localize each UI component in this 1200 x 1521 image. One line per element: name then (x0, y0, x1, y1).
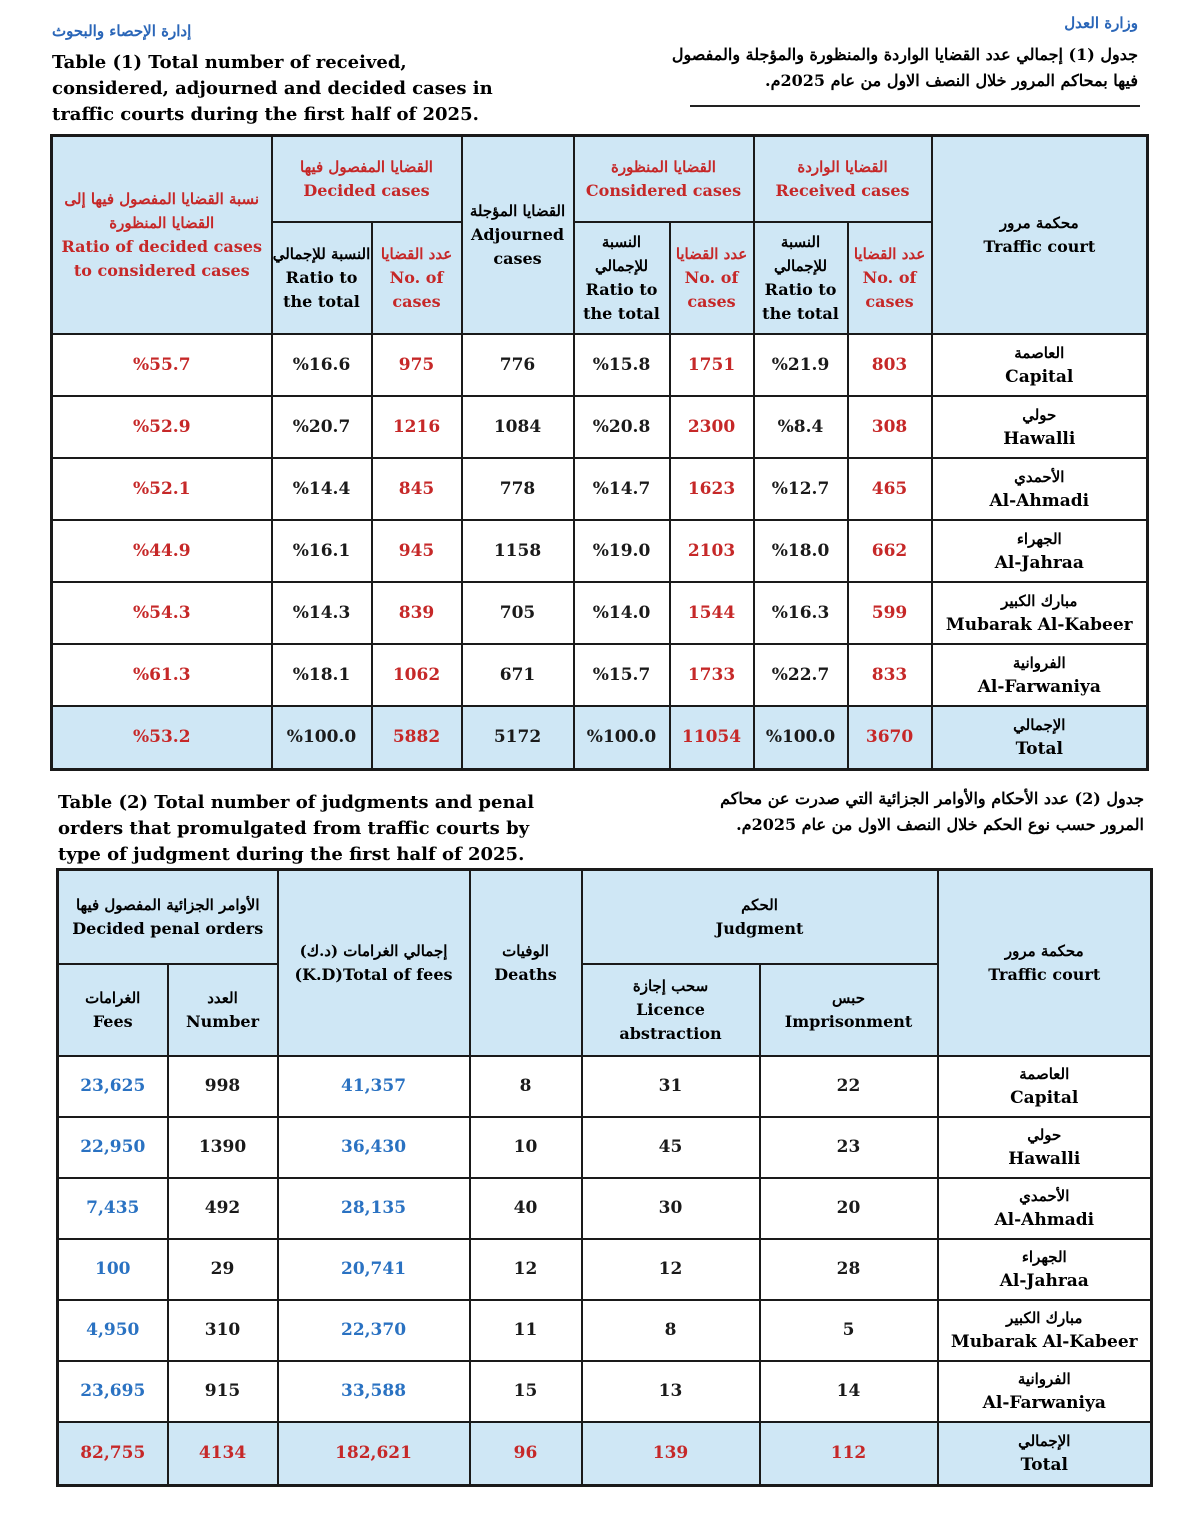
decided-num-cell: 839 (372, 582, 462, 644)
table-row (58, 1300, 1152, 1361)
decided-pct-cell: %14.4 (272, 458, 372, 520)
court-name-ar: العاصمة (1014, 343, 1065, 362)
received-num-cell: 662 (848, 520, 932, 582)
table-row (52, 520, 1148, 582)
court-name (938, 1178, 1152, 1239)
received-num-cell: 599 (848, 582, 932, 644)
decided-num-cell: 5882 (372, 706, 462, 770)
imprisonment-cell: 23 (760, 1117, 938, 1178)
number-cell: 492 (168, 1178, 278, 1239)
court-name-en: Al-Ahmadi (989, 490, 1090, 511)
considered-num-cell: 11054 (670, 706, 754, 770)
court-name-en: Hawalli (1008, 1149, 1081, 1169)
decided-pct-cell: %20.7 (272, 396, 372, 458)
table-row (52, 644, 1148, 706)
header-court: محكمة مرور Traffic court (932, 136, 1148, 334)
number-cell: 310 (168, 1300, 278, 1361)
number-cell: 29 (168, 1239, 278, 1300)
table-row (52, 582, 1148, 644)
court-name (938, 1239, 1152, 1300)
table-row (58, 1361, 1152, 1422)
fees-cell: 4,950 (58, 1300, 168, 1361)
deaths-cell: 8 (470, 1056, 582, 1117)
received-num-cell: 3670 (848, 706, 932, 770)
received-pct-cell: %8.4 (754, 396, 848, 458)
ratio-cell: %44.9 (52, 520, 272, 582)
total-fees-cell: 28,135 (278, 1178, 470, 1239)
imprisonment-cell: 112 (760, 1422, 938, 1486)
considered-num-cell: 1623 (670, 458, 754, 520)
total-fees-cell: 41,357 (278, 1056, 470, 1117)
court-name (938, 1361, 1152, 1422)
deaths-cell: 10 (470, 1117, 582, 1178)
header-imprisonment: حبس Imprisonment (760, 964, 938, 1056)
total-fees-cell: 182,621 (278, 1422, 470, 1486)
licence-cell: 13 (582, 1361, 760, 1422)
court-name-en: Hawalli (1003, 428, 1076, 449)
total-fees-cell: 36,430 (278, 1117, 470, 1178)
licence-cell: 31 (582, 1056, 760, 1117)
received-pct-cell: %100.0 (754, 706, 848, 770)
court-name-en: Capital (1010, 1088, 1079, 1108)
ratio-cell: %52.9 (52, 396, 272, 458)
adjourned-cell: 705 (462, 582, 574, 644)
fees-cell: 82,755 (58, 1422, 168, 1486)
adjourned-cell: 671 (462, 644, 574, 706)
considered-pct-cell: %15.8 (574, 334, 670, 396)
ratio-cell: %61.3 (52, 644, 272, 706)
imprisonment-cell: 5 (760, 1300, 938, 1361)
fees-cell: 23,625 (58, 1056, 168, 1117)
received-num-cell: 833 (848, 644, 932, 706)
court-name-ar: مبارك الكبير (1001, 591, 1078, 610)
fees-cell: 23,695 (58, 1361, 168, 1422)
court-name (932, 396, 1148, 458)
considered-pct-cell: %20.8 (574, 396, 670, 458)
considered-num-cell: 1544 (670, 582, 754, 644)
court-name-en: Mubarak Al-Kabeer (950, 1332, 1138, 1352)
considered-pct-cell: %14.7 (574, 458, 670, 520)
court-name (932, 582, 1148, 644)
licence-cell: 8 (582, 1300, 760, 1361)
court-name-ar: العاصمة (1019, 1065, 1070, 1083)
received-num-cell: 308 (848, 396, 932, 458)
table-row (52, 334, 1148, 396)
court-name-ar: مبارك الكبير (1006, 1309, 1083, 1327)
adjourned-cell: 1084 (462, 396, 574, 458)
total-fees-cell: 20,741 (278, 1239, 470, 1300)
decided-pct-cell: %14.3 (272, 582, 372, 644)
court-name-en: Total (1020, 1455, 1068, 1476)
court-name-ar: الأحمدي (1014, 467, 1065, 486)
court-name-en: Al-Farwaniya (977, 676, 1101, 697)
court-name-ar: الإجمالي (1013, 716, 1066, 735)
imprisonment-cell: 20 (760, 1178, 938, 1239)
header-penal-orders: الأوامر الجزائية المفصول فيها Decided penal orders (58, 870, 278, 964)
court-name (932, 458, 1148, 520)
total-fees-cell: 33,588 (278, 1361, 470, 1422)
received-num-cell: 465 (848, 458, 932, 520)
decided-num-cell: 945 (372, 520, 462, 582)
ratio-cell: %53.2 (52, 706, 272, 770)
considered-pct-cell: %100.0 (574, 706, 670, 770)
court-name (932, 706, 1148, 770)
number-cell: 4134 (168, 1422, 278, 1486)
adjourned-cell: 776 (462, 334, 574, 396)
decided-pct-cell: %16.6 (272, 334, 372, 396)
header-considered: القضايا المنظورة Considered cases (574, 136, 754, 222)
considered-pct-cell: %14.0 (574, 582, 670, 644)
deaths-cell: 15 (470, 1361, 582, 1422)
imprisonment-cell: 22 (760, 1056, 938, 1117)
court-name-en: Al-Jahraa (999, 1271, 1089, 1291)
court-name-en: Al-Ahmadi (994, 1210, 1095, 1230)
licence-cell: 30 (582, 1178, 760, 1239)
deaths-cell: 11 (470, 1300, 582, 1361)
considered-num-cell: 1733 (670, 644, 754, 706)
court-name-ar: الفروانية (1017, 1370, 1071, 1388)
header-decided-pct: النسبة للإجمالي Ratio to the total (272, 222, 372, 334)
deaths-cell: 96 (470, 1422, 582, 1486)
court-name-ar: الإجمالي (1018, 1432, 1071, 1451)
received-num-cell: 803 (848, 334, 932, 396)
licence-cell: 139 (582, 1422, 760, 1486)
ministry-name: وزارة العدل (1064, 14, 1138, 32)
received-pct-cell: %22.7 (754, 644, 848, 706)
decided-pct-cell: %18.1 (272, 644, 372, 706)
number-cell: 915 (168, 1361, 278, 1422)
decided-num-cell: 1216 (372, 396, 462, 458)
court-name-en: Capital (1005, 366, 1074, 387)
fees-cell: 7,435 (58, 1178, 168, 1239)
header-number: العدد Number (168, 964, 278, 1056)
header-adjourned: القضايا المؤجلة Adjourned cases (462, 136, 574, 334)
table1-title-en: Table (1) Total number of received, considered, adjourned and decided cases in traffic courts during the first half of 2025. (52, 52, 493, 125)
received-pct-cell: %12.7 (754, 458, 848, 520)
decided-pct-cell: %16.1 (272, 520, 372, 582)
considered-pct-cell: %15.7 (574, 644, 670, 706)
licence-cell: 45 (582, 1117, 760, 1178)
department-name: إدارة الإحصاء والبحوث (52, 22, 192, 40)
court-name-ar: الجهراء (1021, 1248, 1067, 1266)
total-row (52, 706, 1148, 770)
court-name-en: Al-Jahraa (994, 552, 1084, 573)
adjourned-cell: 778 (462, 458, 574, 520)
court-name (938, 1056, 1152, 1117)
header-received-num: عدد القضايا No. of cases (848, 222, 932, 334)
table-row (52, 396, 1148, 458)
header-deaths: الوفيات Deaths (470, 870, 582, 1056)
number-cell: 998 (168, 1056, 278, 1117)
court-name-ar: حولي (1027, 1126, 1062, 1144)
court-name-ar: الأحمدي (1019, 1187, 1070, 1205)
table2-title-ar: جدول (2) عدد الأحكام والأوامر الجزائية التي صدرت عن محاكم المرور حسب نوع الحكم خلال النصف الاول من عام 2025م. (720, 789, 1144, 834)
table1 (50, 134, 1149, 771)
licence-cell: 12 (582, 1239, 760, 1300)
court-name-ar: حولي (1022, 405, 1057, 424)
court-name-en: Al-Farwaniya (982, 1393, 1106, 1413)
header-licence: سحب إجازة Licence abstraction (582, 964, 760, 1056)
total-fees-cell: 22,370 (278, 1300, 470, 1361)
header-judgment: الحكم Judgment (582, 870, 938, 964)
fees-cell: 100 (58, 1239, 168, 1300)
court-name (938, 1300, 1152, 1361)
considered-num-cell: 2103 (670, 520, 754, 582)
considered-num-cell: 2300 (670, 396, 754, 458)
table-row (58, 1056, 1152, 1117)
imprisonment-cell: 14 (760, 1361, 938, 1422)
table-row (58, 1178, 1152, 1239)
adjourned-cell: 1158 (462, 520, 574, 582)
header-fees: الغرامات Fees (58, 964, 168, 1056)
ratio-cell: %54.3 (52, 582, 272, 644)
header-decided-num: عدد القضايا No. of cases (372, 222, 462, 334)
table1-title-ar: جدول (1) إجمالي عدد القضايا الواردة والمنظورة والمؤجلة والمفصول فيها بمحاكم المرور خلال النصف الاول من عام 2025م. (671, 45, 1138, 90)
court-name-ar: الجهراء (1016, 529, 1062, 548)
table-row (58, 1117, 1152, 1178)
considered-pct-cell: %19.0 (574, 520, 670, 582)
court-name (932, 334, 1148, 396)
deaths-cell: 12 (470, 1239, 582, 1300)
header-considered-pct: النسبة للإجمالي Ratio to the total (574, 222, 670, 334)
court-name (938, 1117, 1152, 1178)
considered-num-cell: 1751 (670, 334, 754, 396)
table2-title-en: Table (2) Total number of judgments and penal orders that promulgated from traffic courts by type of judgment during the first half of 2025. (58, 792, 535, 865)
court-name-en: Mubarak Al-Kabeer (945, 614, 1133, 635)
table-row (58, 1239, 1152, 1300)
header-considered-num: عدد القضايا No. of cases (670, 222, 754, 334)
court-name-en: Total (1015, 739, 1063, 760)
court-name (932, 644, 1148, 706)
adjourned-cell: 5172 (462, 706, 574, 770)
decided-num-cell: 845 (372, 458, 462, 520)
table2 (56, 868, 1153, 1487)
court-name (938, 1422, 1152, 1486)
imprisonment-cell: 28 (760, 1239, 938, 1300)
received-pct-cell: %21.9 (754, 334, 848, 396)
header-decided: القضايا المفصول فيها Decided cases (272, 136, 462, 222)
header-total-fees: إجمالي الغرامات (د.ك) (K.D)Total of fees (278, 870, 470, 1056)
ratio-cell: %52.1 (52, 458, 272, 520)
header-ratio: نسبة القضايا المفصول فيها إلى القضايا المنظورة Ratio of decided cases to considered cases (52, 136, 272, 334)
decided-pct-cell: %100.0 (272, 706, 372, 770)
received-pct-cell: %16.3 (754, 582, 848, 644)
number-cell: 1390 (168, 1117, 278, 1178)
received-pct-cell: %18.0 (754, 520, 848, 582)
court-name-ar: الفروانية (1012, 653, 1066, 672)
title-underline (690, 105, 1140, 107)
court-name (932, 520, 1148, 582)
fees-cell: 22,950 (58, 1117, 168, 1178)
total-row (58, 1422, 1152, 1486)
deaths-cell: 40 (470, 1178, 582, 1239)
header-court: محكمة مرور Traffic court (938, 870, 1152, 1056)
header-received-pct: النسبة للإجمالي Ratio to the total (754, 222, 848, 334)
decided-num-cell: 975 (372, 334, 462, 396)
header-received: القضايا الواردة Received cases (754, 136, 932, 222)
table-row (52, 458, 1148, 520)
ratio-cell: %55.7 (52, 334, 272, 396)
decided-num-cell: 1062 (372, 644, 462, 706)
